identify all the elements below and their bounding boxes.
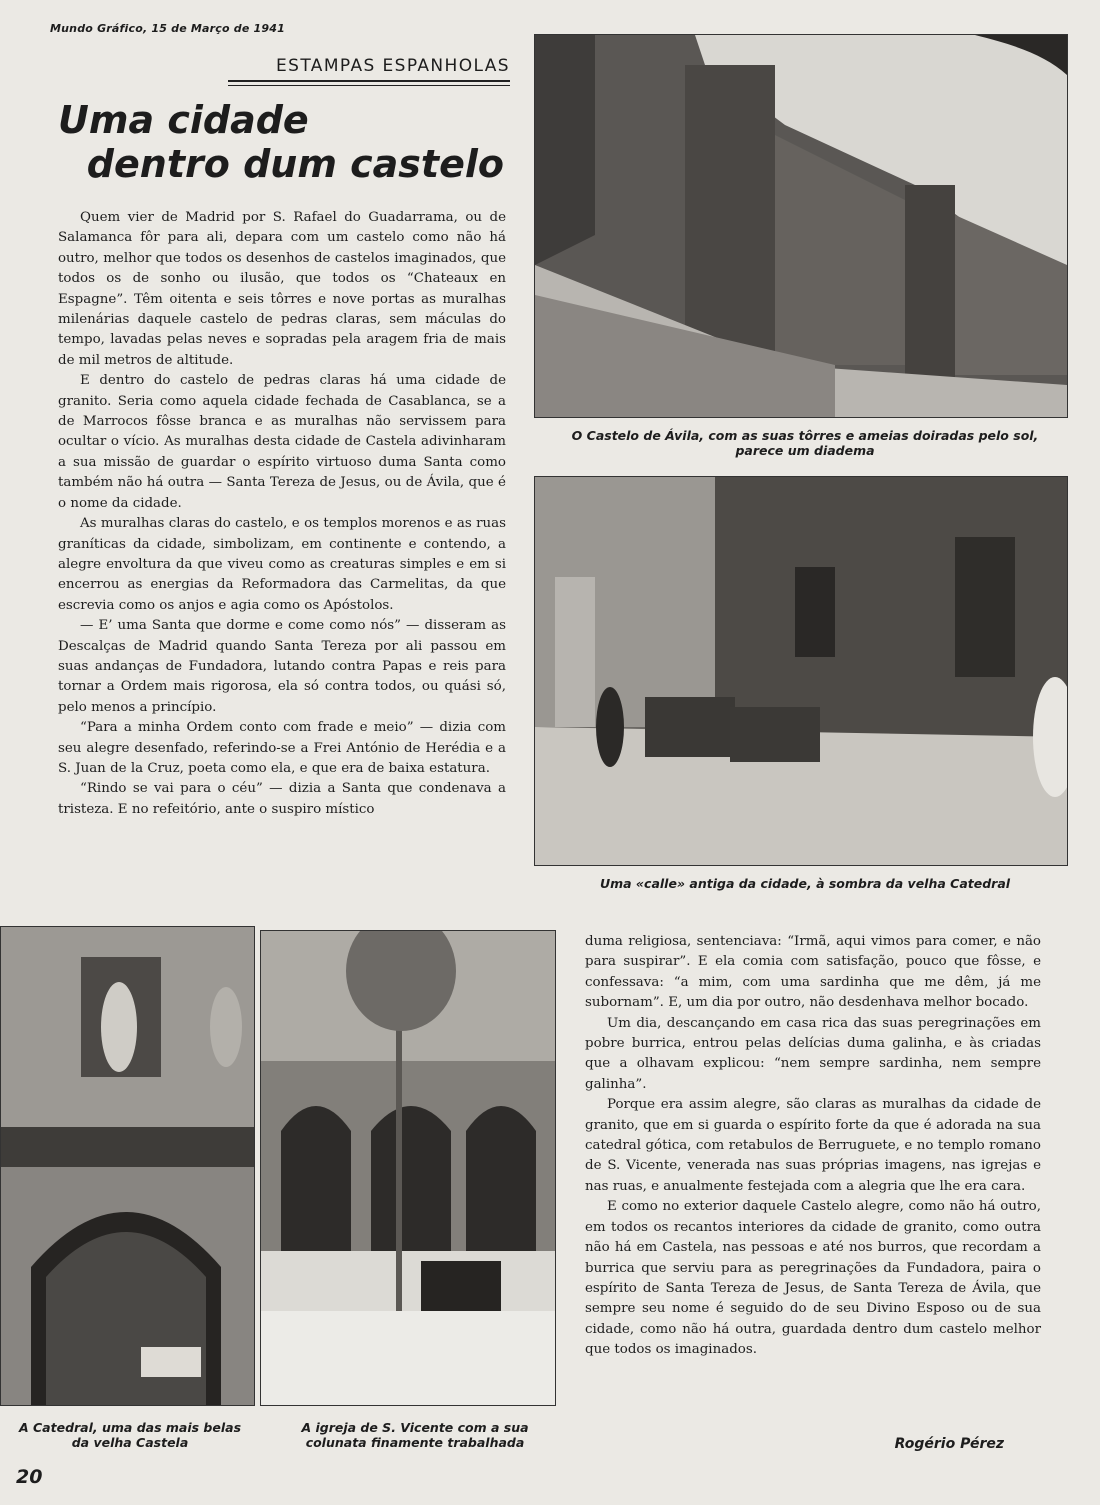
article-column-2 [585,932,1041,1361]
article-title [58,98,508,186]
paragraph: “Rindo se vai para o céu” — dizia a Santa que condenava a tristeza. E no refeitório, ante o suspiro místico [58,781,506,817]
section-heading: ESTAMPAS ESPANHOLAS [228,56,510,82]
photo-calle [534,476,1068,866]
author-signature: Rogério Pérez [894,1436,1004,1452]
title-line-2: dentro dum castelo [86,142,504,186]
caption-cathedral: A Catedral, uma das mais belas da velha Castela [18,1420,242,1450]
caption-castle: O Castelo de Ávila, com as suas tôrres e ameias doiradas pelo sol, parece um diadema [571,428,1039,458]
page-number: 20 [16,1466,43,1488]
paragraph: E dentro do castelo de pedras claras há uma cidade de granito. Seria como aquela cidade fechada de Casablanca, se a de Marrocos fôsse branca e as muralhas não servissem para ocultar o vício. As muralhas desta cidade de Castela adivinharam a sua missão de guardar o espírito virtuoso duma Santa como também não há outra — Santa Tereza de Jesus, ou de Ávila, que é o nome da cidade. [58,373,506,511]
paragraph: duma religiosa, sentenciava: “Irmã, aqui vimos para comer, e não para suspirar”. E ela comia com satisfação, pouco que fôsse, e confessava: “a mim, com uma sardinha que me dêm, já me subornam”. E, um dia por outro, não desdenhava melhor bocado. [585,934,1041,1011]
photo-castle-walls [534,34,1068,418]
caption-vicente: A igreja de S. Vicente com a sua colunata finamente trabalhada [301,1420,529,1450]
caption-calle: Uma «calle» antiga da cidade, à sombra da velha Catedral [599,876,1011,891]
paragraph: Um dia, descançando em casa rica das suas peregrinações em pobre burrica, entrou pelas delícias duma galinha, e às criadas que a olhavam explicou: “nem sempre sardinha, nem sempre galinha”. [585,1015,1041,1092]
paragraph: Quem vier de Madrid por S. Rafael do Guadarrama, ou de Salamanca fôr para ali, depara com um castelo como não há outro, melhor que todos os desenhos de castelos imaginados, que todos os de sonho ou ilusão, que todos os “Chateaux en Espagne”. Têm oitenta e seis tôrres e nove portas as muralhas milenárias daquele castelo de pedras claras, sem máculas do tempo, lavadas pelas neves e sopradas pela aragem fria de mais de mil metros de altitude. [58,210,506,368]
paragraph: “Para a minha Ordem conto com frade e meio” — dizia com seu alegre desenfado, referindo-se a Frei António de Herédia e a S. Juan de la Cruz, poeta como ela, e que era de baixa estatura. [58,720,506,776]
paragraph: E como no exterior daquele Castelo alegre, como não há outro, em todos os recantos interiores da cidade de granito, como outra não há em Castela, nas pessoas e até nos burros, que recordam a burrica que serviu para as peregrinações da Fundadora, paira o espírito de Santa Tereza de Jesus, de Santa Tereza de Ávila, que sempre seu nome é seguido do de seu Divino Esposo ou de sua cidade, como não há outra, guardada dentro dum castelo melhor que todos os imaginados. [585,1199,1041,1358]
photo-cathedral-portal [0,926,255,1406]
title-line-1: Uma cidade [58,98,309,142]
paragraph: As muralhas claras do castelo, e os templos morenos e as ruas graníticas da cidade, simbolizam, em continente e contendo, a alegre envoltura da que viveu como as creaturas simples e em si encerrou as energias da Reformadora das Carmelitas, da que escrevia como os anjos e agia como os Apóstolos. [58,516,506,613]
paragraph: Porque era assim alegre, são claras as muralhas da cidade de granito, que em si guarda o espírito forte da que é adorada na sua catedral gótica, com retabulos de Berruguete, e no templo romano de S. Vicente, venerada nas suas próprias imagens, nas igrejas e nas ruas, e anualmente festejada com a alegria que lhe era cara. [585,1097,1041,1194]
article-column-1 [58,208,506,820]
photo-san-vicente [260,930,556,1406]
running-head: Mundo Gráfico, 15 de Março de 1941 [50,22,285,35]
paragraph: — E’ uma Santa que dorme e come como nós” — disseram as Descalças de Madrid quando Santa Tereza por ali passou em suas andanças de Fundadora, lutando contra Papas e reis para tornar a Ordem mais rigorosa, ela só contra todos, ou quási só, pelo menos a princípio. [58,618,506,715]
